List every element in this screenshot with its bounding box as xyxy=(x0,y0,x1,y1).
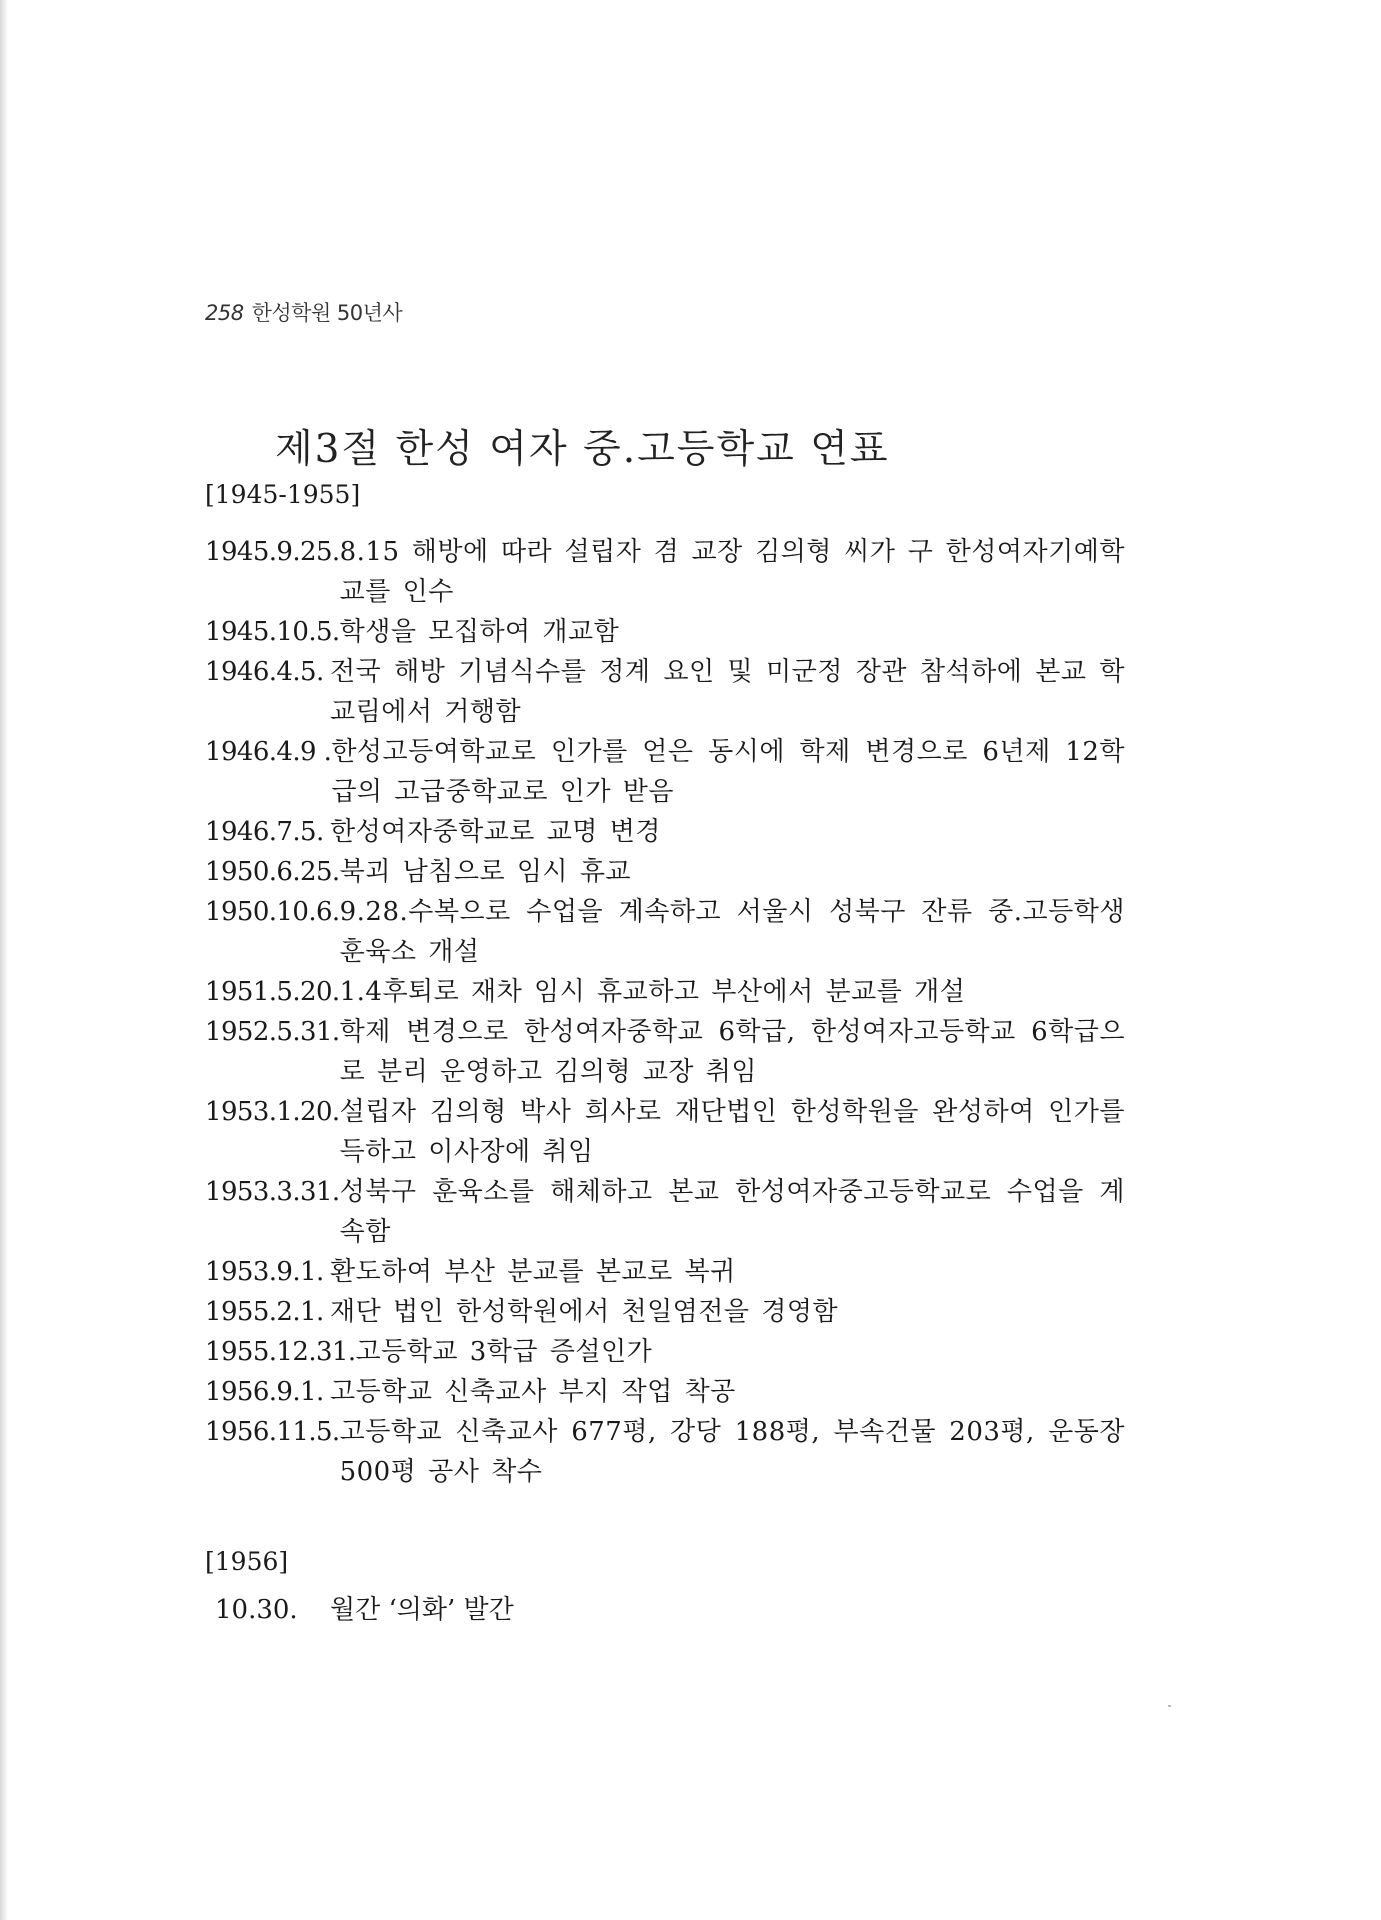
entry-date: 1945.9.25. xyxy=(205,537,340,567)
timeline-entry xyxy=(205,1252,1125,1292)
entry-date: 1952.5.31. xyxy=(205,1017,340,1047)
scan-speck xyxy=(1168,1705,1171,1707)
timeline-entry xyxy=(205,852,1125,892)
timeline-entry xyxy=(205,1412,1125,1492)
entry-date: 1955.12.31. xyxy=(205,1337,356,1367)
entry-text: 재단 법인 한성학원에서 천일염전을 경영함 xyxy=(330,1297,839,1327)
timeline-entry xyxy=(205,1292,1125,1332)
timeline-entry xyxy=(205,532,1125,612)
timeline-entry xyxy=(205,892,1125,972)
timeline-entry xyxy=(215,1590,514,1630)
entry-text: 9.28.수복으로 수업을 계속하고 서울시 성북구 잔류 중.고등학생 훈육소 개설 xyxy=(339,897,1125,967)
entry-date: 1945.10.5. xyxy=(205,617,340,647)
entry-date: 1956.11.5. xyxy=(205,1417,340,1447)
timeline-entry xyxy=(205,1332,1125,1372)
entry-date: 1953.9.1. xyxy=(205,1257,324,1287)
entry-date: 1946.7.5. xyxy=(205,817,324,847)
entry-date: 1950.10.6. xyxy=(205,897,340,927)
entry-text: 설립자 김의형 박사 희사로 재단법인 한성학원을 완성하여 인가를 득하고 이사장에 취임 xyxy=(339,1097,1125,1167)
entry-date: 1950.6.25. xyxy=(205,857,340,887)
timeline-entry xyxy=(205,1172,1125,1252)
entry-date: 1956.9.1. xyxy=(205,1377,324,1407)
entry-date: 1946.4.5. xyxy=(205,657,324,687)
period-label-1956: [1956] xyxy=(205,1547,289,1576)
entry-text: 학생을 모집하여 개교함 xyxy=(339,617,620,647)
timeline-entry xyxy=(205,812,1125,852)
page-number: 258 xyxy=(205,301,244,325)
entry-text: 고등학교 신축교사 677평, 강당 188평, 부속건물 203평, 운동장 500평 공사 착수 xyxy=(339,1417,1125,1487)
entry-text: 북괴 남침으로 임시 휴교 xyxy=(339,857,632,887)
period-label-1945-1955: [1945-1955] xyxy=(205,480,361,509)
timeline-entry xyxy=(205,1092,1125,1172)
section-title: 제3절 한성 여자 중.고등학교 연표 xyxy=(275,427,890,473)
entry-text: 환도하여 부산 분교를 본교로 복귀 xyxy=(330,1257,736,1287)
entry-date: 1953.1.20. xyxy=(205,1097,340,1127)
book-title: 한성학원 50년사 xyxy=(251,301,403,325)
entry-text: 고등학교 3학급 증설인가 xyxy=(355,1337,653,1367)
entry-text: 8.15 해방에 따라 설립자 겸 교장 김의형 씨가 구 한성여자기예학교를 인수 xyxy=(339,537,1125,607)
entry-text: 1.4후퇴로 재차 임시 휴교하고 부산에서 분교를 개설 xyxy=(339,977,966,1007)
entry-text: 전국 해방 기념식수를 정계 요인 및 미군정 장관 참석하에 본교 학교림에서 거행함 xyxy=(330,657,1125,727)
entry-date: 1951.5.20. xyxy=(205,977,340,1007)
scan-edge-shadow xyxy=(0,0,8,1920)
entry-text: 한성여자중학교로 교명 변경 xyxy=(330,817,661,847)
timeline-entry xyxy=(205,1012,1125,1092)
entry-date: 10.30. xyxy=(215,1595,298,1625)
timeline-entry xyxy=(205,1372,1125,1412)
entry-text: 성북구 훈육소를 해체하고 본교 한성여자중고등학교로 수업을 계속함 xyxy=(339,1177,1125,1247)
entry-text: 고등학교 신축교사 부지 작업 착공 xyxy=(330,1377,736,1407)
timeline-entry xyxy=(205,972,1125,1012)
entry-date: 1955.2.1. xyxy=(205,1297,324,1327)
timeline-entries-1945-1955 xyxy=(205,532,1125,1492)
running-header xyxy=(205,297,402,327)
timeline-entry xyxy=(205,652,1125,732)
entry-text: 월간 ‘의화’ 발간 xyxy=(330,1595,514,1625)
entry-date: 1953.3.31. xyxy=(205,1177,340,1207)
timeline-entry xyxy=(205,612,1125,652)
entry-text: 학제 변경으로 한성여자중학교 6학급, 한성여자고등학교 6학급으로 분리 운영하고 김의형 교장 취임 xyxy=(339,1017,1125,1087)
entry-text: 한성고등여학교로 인가를 얻은 동시에 학제 변경으로 6년제 12학급의 고급중학교로 인가 받음 xyxy=(331,737,1125,807)
entry-date: 1946.4.9 . xyxy=(205,737,332,767)
timeline-entry xyxy=(205,732,1125,812)
